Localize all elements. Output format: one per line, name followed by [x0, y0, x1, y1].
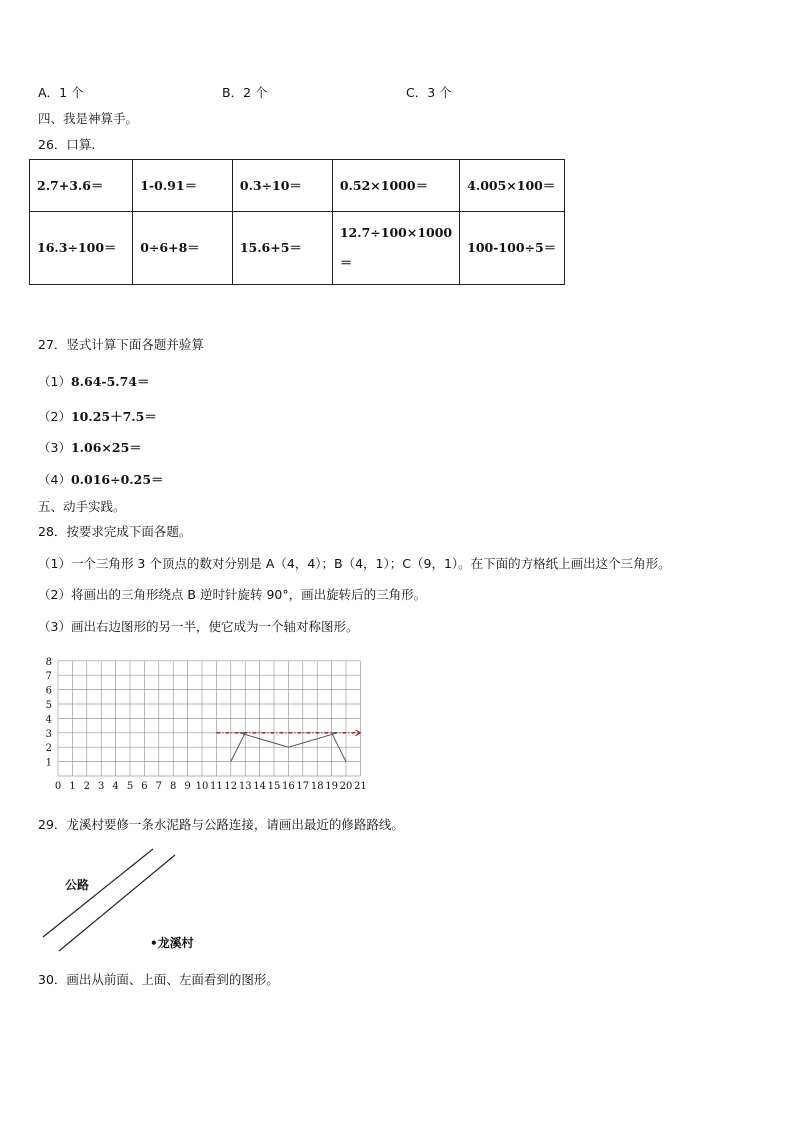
q27-item-2: [38, 407, 157, 425]
option-b-letter: B．: [222, 85, 244, 100]
table-cell: 12.7÷100×1000＝: [332, 212, 459, 285]
x-tick-label: 21: [354, 781, 367, 792]
table-cell: 2.7+3.6＝: [30, 160, 133, 212]
x-tick-label: 5: [126, 781, 134, 792]
x-tick-label: 4: [112, 781, 119, 792]
q27-item-expression: 8.64-5.74＝: [70, 374, 150, 389]
road-label: 公路: [65, 878, 90, 892]
q27-item-number: （4）: [38, 472, 71, 487]
y-tick-label: 7: [45, 671, 52, 683]
village-label: [150, 934, 194, 951]
q27-item-expression: 0.016÷0.25＝: [70, 472, 164, 487]
y-tick-label: 8: [45, 656, 52, 668]
q27-item-number: （1）: [38, 374, 71, 389]
section5-heading: 五、动手实践。: [38, 499, 126, 514]
table-cell: 1-0.91＝: [133, 160, 233, 212]
q26-title: 26．口算.: [38, 137, 96, 152]
q30-title: 30．画出从前面、上面、左面看到的图形。: [38, 972, 279, 987]
q27-item-expression: 10.25＋7.5＝: [70, 409, 157, 424]
x-tick-label: 11: [210, 781, 223, 792]
table-cell: 100-100÷5＝: [460, 212, 565, 285]
x-tick-label: 19: [325, 781, 338, 792]
y-tick-label: 5: [45, 700, 52, 711]
q27-item-expression: 1.06×25＝: [70, 440, 142, 455]
table-cell: 0÷6+8＝: [133, 212, 233, 285]
q27-title: 27．竖式计算下面各题并验算: [38, 337, 204, 352]
x-tick-label: 8: [170, 781, 177, 792]
road-line-1: [43, 849, 153, 937]
x-axis-labels: [55, 781, 367, 792]
x-tick-label: 3: [98, 781, 105, 792]
q28-item-3: （3）画出右边图形的另一半，使它成为一个轴对称图形。: [38, 619, 359, 634]
village-name: 龙溪村: [157, 936, 194, 950]
x-tick-label: 17: [296, 781, 310, 792]
option-a-letter: A．: [38, 85, 60, 100]
option-a-text: 1 个: [59, 85, 84, 100]
y-tick-label: 2: [45, 743, 52, 755]
q27-item-number: （2）: [38, 409, 71, 424]
table-cell: 0.52×1000＝: [332, 160, 459, 212]
village-point: •: [150, 936, 158, 950]
option-c-text: 3 个: [427, 85, 452, 100]
q27-item-number: （3）: [38, 440, 71, 455]
table-row: [30, 160, 565, 212]
x-tick-label: 16: [282, 781, 295, 792]
section4-heading: 四、我是神算手。: [38, 111, 139, 126]
q28-title: 28．按要求完成下面各题。: [38, 524, 192, 539]
table-cell: 4.005×100＝: [460, 160, 565, 212]
option-b-text: 2 个: [243, 85, 268, 100]
x-tick-label: 18: [310, 781, 324, 792]
x-tick-label: 20: [339, 781, 353, 792]
q27-item-3: [38, 438, 142, 456]
x-tick-label: 14: [253, 781, 266, 792]
q29-title: 29．龙溪村要修一条水泥路与公路连接，请画出最近的修路路线。: [38, 817, 404, 832]
x-tick-label: 10: [195, 781, 209, 792]
x-tick-label: 1: [69, 781, 76, 792]
x-tick-label: 2: [83, 781, 90, 792]
x-tick-label: 12: [224, 781, 238, 792]
q27-item-4: [38, 470, 164, 488]
mental-math-table: [29, 159, 565, 285]
x-tick-label: 15: [267, 781, 281, 792]
grid-lines: [58, 661, 360, 776]
x-tick-label: 7: [155, 781, 162, 792]
option-b: [222, 83, 268, 101]
y-tick-label: 6: [45, 685, 52, 697]
table-cell: 15.6+5＝: [232, 212, 332, 285]
y-tick-label: 1: [45, 757, 52, 769]
x-tick-label: 9: [184, 781, 191, 792]
y-tick-label: 4: [45, 714, 52, 726]
option-c-letter: C．: [406, 85, 428, 100]
x-tick-label: 6: [141, 781, 148, 792]
y-tick-label: 3: [45, 728, 52, 740]
q27-item-1: [38, 372, 150, 390]
x-tick-label: 0: [54, 781, 62, 792]
coordinate-grid: [36, 652, 368, 794]
option-c: [406, 83, 452, 101]
y-axis-labels: [46, 657, 52, 769]
table-cell: 0.3÷10＝: [232, 160, 332, 212]
x-tick-label: 13: [238, 781, 252, 792]
option-a: [38, 83, 84, 101]
table-row: [30, 212, 565, 285]
q28-item-1: （1）一个三角形 3 个顶点的数对分别是 A（4，4）；B（4，1）；C（9，1）。在下面的方格纸上画出这个三角形。: [38, 556, 671, 571]
q28-item-2: （2）将画出的三角形绕点 B 逆时针旋转 90°，画出旋转后的三角形。: [38, 587, 427, 602]
table-cell: 16.3÷100＝: [30, 212, 133, 285]
